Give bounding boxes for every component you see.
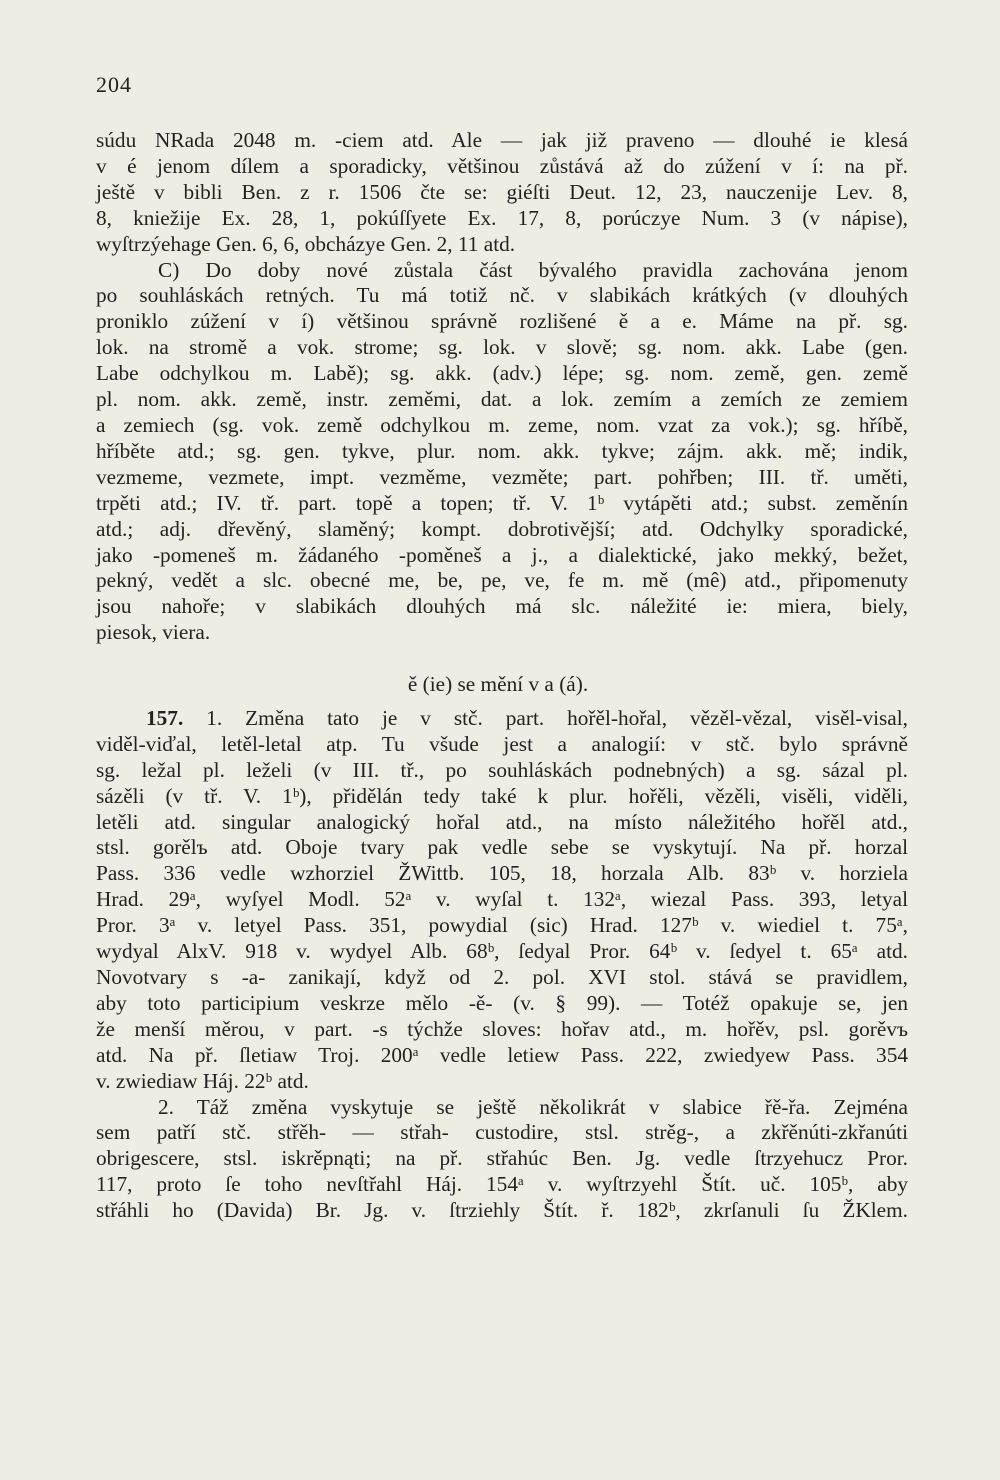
text-line: aby toto participium veskrze mělo -ě- (v. § 99). — Totéž opakuje se, jen — [96, 990, 908, 1015]
text-line: pekný, vedět a slc. obecné me, be, pe, ve, fe m. mě (mê) atd., připomenuty — [96, 568, 908, 593]
text-line-content: 1. Změna tato je v stč. part. hořěl-hořal, vězěl-vězal, visěl-visal, — [206, 705, 908, 730]
paragraph-section-157 — [96, 706, 908, 1095]
text-line: C) Do doby nové zůstala část bývalého pravidla zachována jenom — [158, 257, 908, 282]
text-line: jsou nahoře; v slabikách dlouhých má slc. náležité ie: miera, biely, — [96, 594, 908, 619]
text-line: a zemiech (sg. vok. země odchylkou m. zeme, nom. vzat za vok.); sg. hříbě, — [96, 412, 908, 437]
body-text — [96, 128, 908, 1224]
text-line: atd.; adj. dřevěný, slaměný; kompt. dobrotivější; atd. Odchylky sporadické, — [96, 516, 908, 541]
text-line: stsl. gorělъ atd. Oboje tvary pak vedle sebe se vyskytují. Na př. horzal — [96, 835, 908, 860]
section-heading: ě (ie) se mění v a (á). — [407, 672, 589, 697]
text-line: sázěli (v tř. V. 1ᵇ), přidělán tedy také k plur. hořěli, vězěli, visěli, viděli, — [96, 783, 908, 808]
paragraph-ie-narrowing — [96, 128, 908, 258]
section-number: 157. — [146, 705, 184, 730]
text-line: trpěti atd.; IV. tř. part. topě a topen; tř. V. 1ᵇ vytápěti atd.; subst. zeměnín — [96, 490, 908, 515]
text-line: wyſtrzýehage Gen. 6, 6, obcházye Gen. 2, 11 atd. — [96, 231, 516, 256]
text-line: atd. Na př. ſletiaw Troj. 200ᵃ vedle letiew Pass. 222, zwiedyew Pass. 354 — [96, 1042, 908, 1067]
text-line: proniklo zúžení v í) většinou správně rozlišené ě a e. Máme na př. sg. — [96, 309, 908, 334]
text-line: Labe odchylkou m. Labě); sg. akk. (adv.) lépe; sg. nom. země, gen. země — [96, 361, 908, 386]
text-line: v. zwiediaw Háj. 22ᵇ atd. — [96, 1068, 309, 1093]
text-line: sg. ležal pl. leželi (v III. tř., po souhláskách podnebných) a sg. sázal pl. — [96, 757, 908, 782]
text-line — [96, 706, 908, 732]
text-line: 117, proto ſe toho nevſtřahl Háj. 154ᵃ v. wyſtrzyehl Štít. uč. 105ᵇ, aby — [96, 1172, 908, 1197]
page-number: 204 — [96, 72, 132, 97]
text-line: hříběte atd.; sg. gen. tykve, plur. nom. akk. tykve; zájm. akk. mě; indik, — [96, 438, 908, 463]
text-line: sem patří stč. střěh- — střah- custodire, stsl. strěg-, a zkřěnúti-zkřanúti — [96, 1120, 908, 1145]
text-line: ještě v bibli Ben. z r. 1506 čte se: giéſti Deut. 12, 23, nauczenije Lev. 8, — [96, 179, 908, 204]
text-line: pl. nom. akk. země, instr. zeměmi, dat. a lok. zemím a zemích ze zemiem — [96, 387, 908, 412]
text-line: lok. na stromě a vok. strome; sg. lok. v slově; sg. nom. akk. Labe (gen. — [96, 335, 908, 360]
text-line: že menší měrou, v part. -s týchže sloves: hořav atd., m. hořěv, psl. gorěvъ — [96, 1016, 908, 1041]
paragraph-re-ra — [96, 1095, 908, 1225]
text-line: Hrad. 29ᵃ, wyſyel Modl. 52ᵃ v. wyſal t. 132ᵃ, wiezal Pass. 393, letyal — [96, 887, 908, 912]
text-line: 2. Táž změna vyskytuje se ještě několikrát v slabice řě-řa. Zejména — [158, 1094, 908, 1119]
text-line: v é jenom dílem a sporadicky, většinou zůstává až do zúžení v í: na př. — [96, 153, 908, 178]
paragraph-modern-period — [96, 258, 908, 647]
text-line: súdu NRada 2048 m. -ciem atd. Ale — jak již praveno — dlouhé ie klesá — [96, 128, 908, 152]
text-line: po souhláskách retných. Tu má totiž nč. v slabikách krátkých (v dlouhých — [96, 283, 908, 308]
text-line: střáhli ho (Davida) Br. Jg. v. ſtrziehly Štít. ř. 182ᵇ, zkrſanuli ſu ŽKlem. — [96, 1198, 908, 1223]
text-line: vezmeme, vezmete, impt. vezměme, vezměte; part. pohřben; III. tř. uměti, — [96, 464, 908, 489]
text-line: Pror. 3ᵃ v. letyel Pass. 351, powydial (sic) Hrad. 127ᵇ v. wiediel t. 75ᵃ, — [96, 913, 908, 938]
text-line: piesok, viera. — [96, 620, 211, 645]
text-line: viděl-viďal, letěl-letal atp. Tu všude jest a analogií: v stč. bylo správně — [96, 731, 908, 756]
text-line: Pass. 336 vedle wzhorziel ŽWittb. 105, 18, horzala Alb. 83ᵇ v. horziela — [96, 861, 908, 886]
text-line: Novotvary s -a- zanikají, když od 2. pol. XVI stol. stává se pravidlem, — [96, 964, 908, 989]
text-line: obrigescere, stsl. iskrěpnąti; na př. střahúc Ben. Jg. vedle ſtrzyehucz Pror. — [96, 1146, 908, 1171]
text-line: wydyal AlxV. 918 v. wydyel Alb. 68ᵇ, ſedyal Pror. 64ᵇ v. ſedyel t. 65ᵃ atd. — [96, 939, 908, 964]
text-line: 8, kniežije Ex. 28, 1, pokúſſyete Ex. 17, 8, porúczye Num. 3 (v nápise), — [96, 205, 908, 230]
text-line: jako -pomeneš m. žádaného -poměneš a j., a dialektické, jako mekký, bežet, — [96, 542, 908, 567]
text-line: letěli atd. singular analogický hořal atd., na místo náležitého hořěl atd., — [96, 809, 908, 834]
